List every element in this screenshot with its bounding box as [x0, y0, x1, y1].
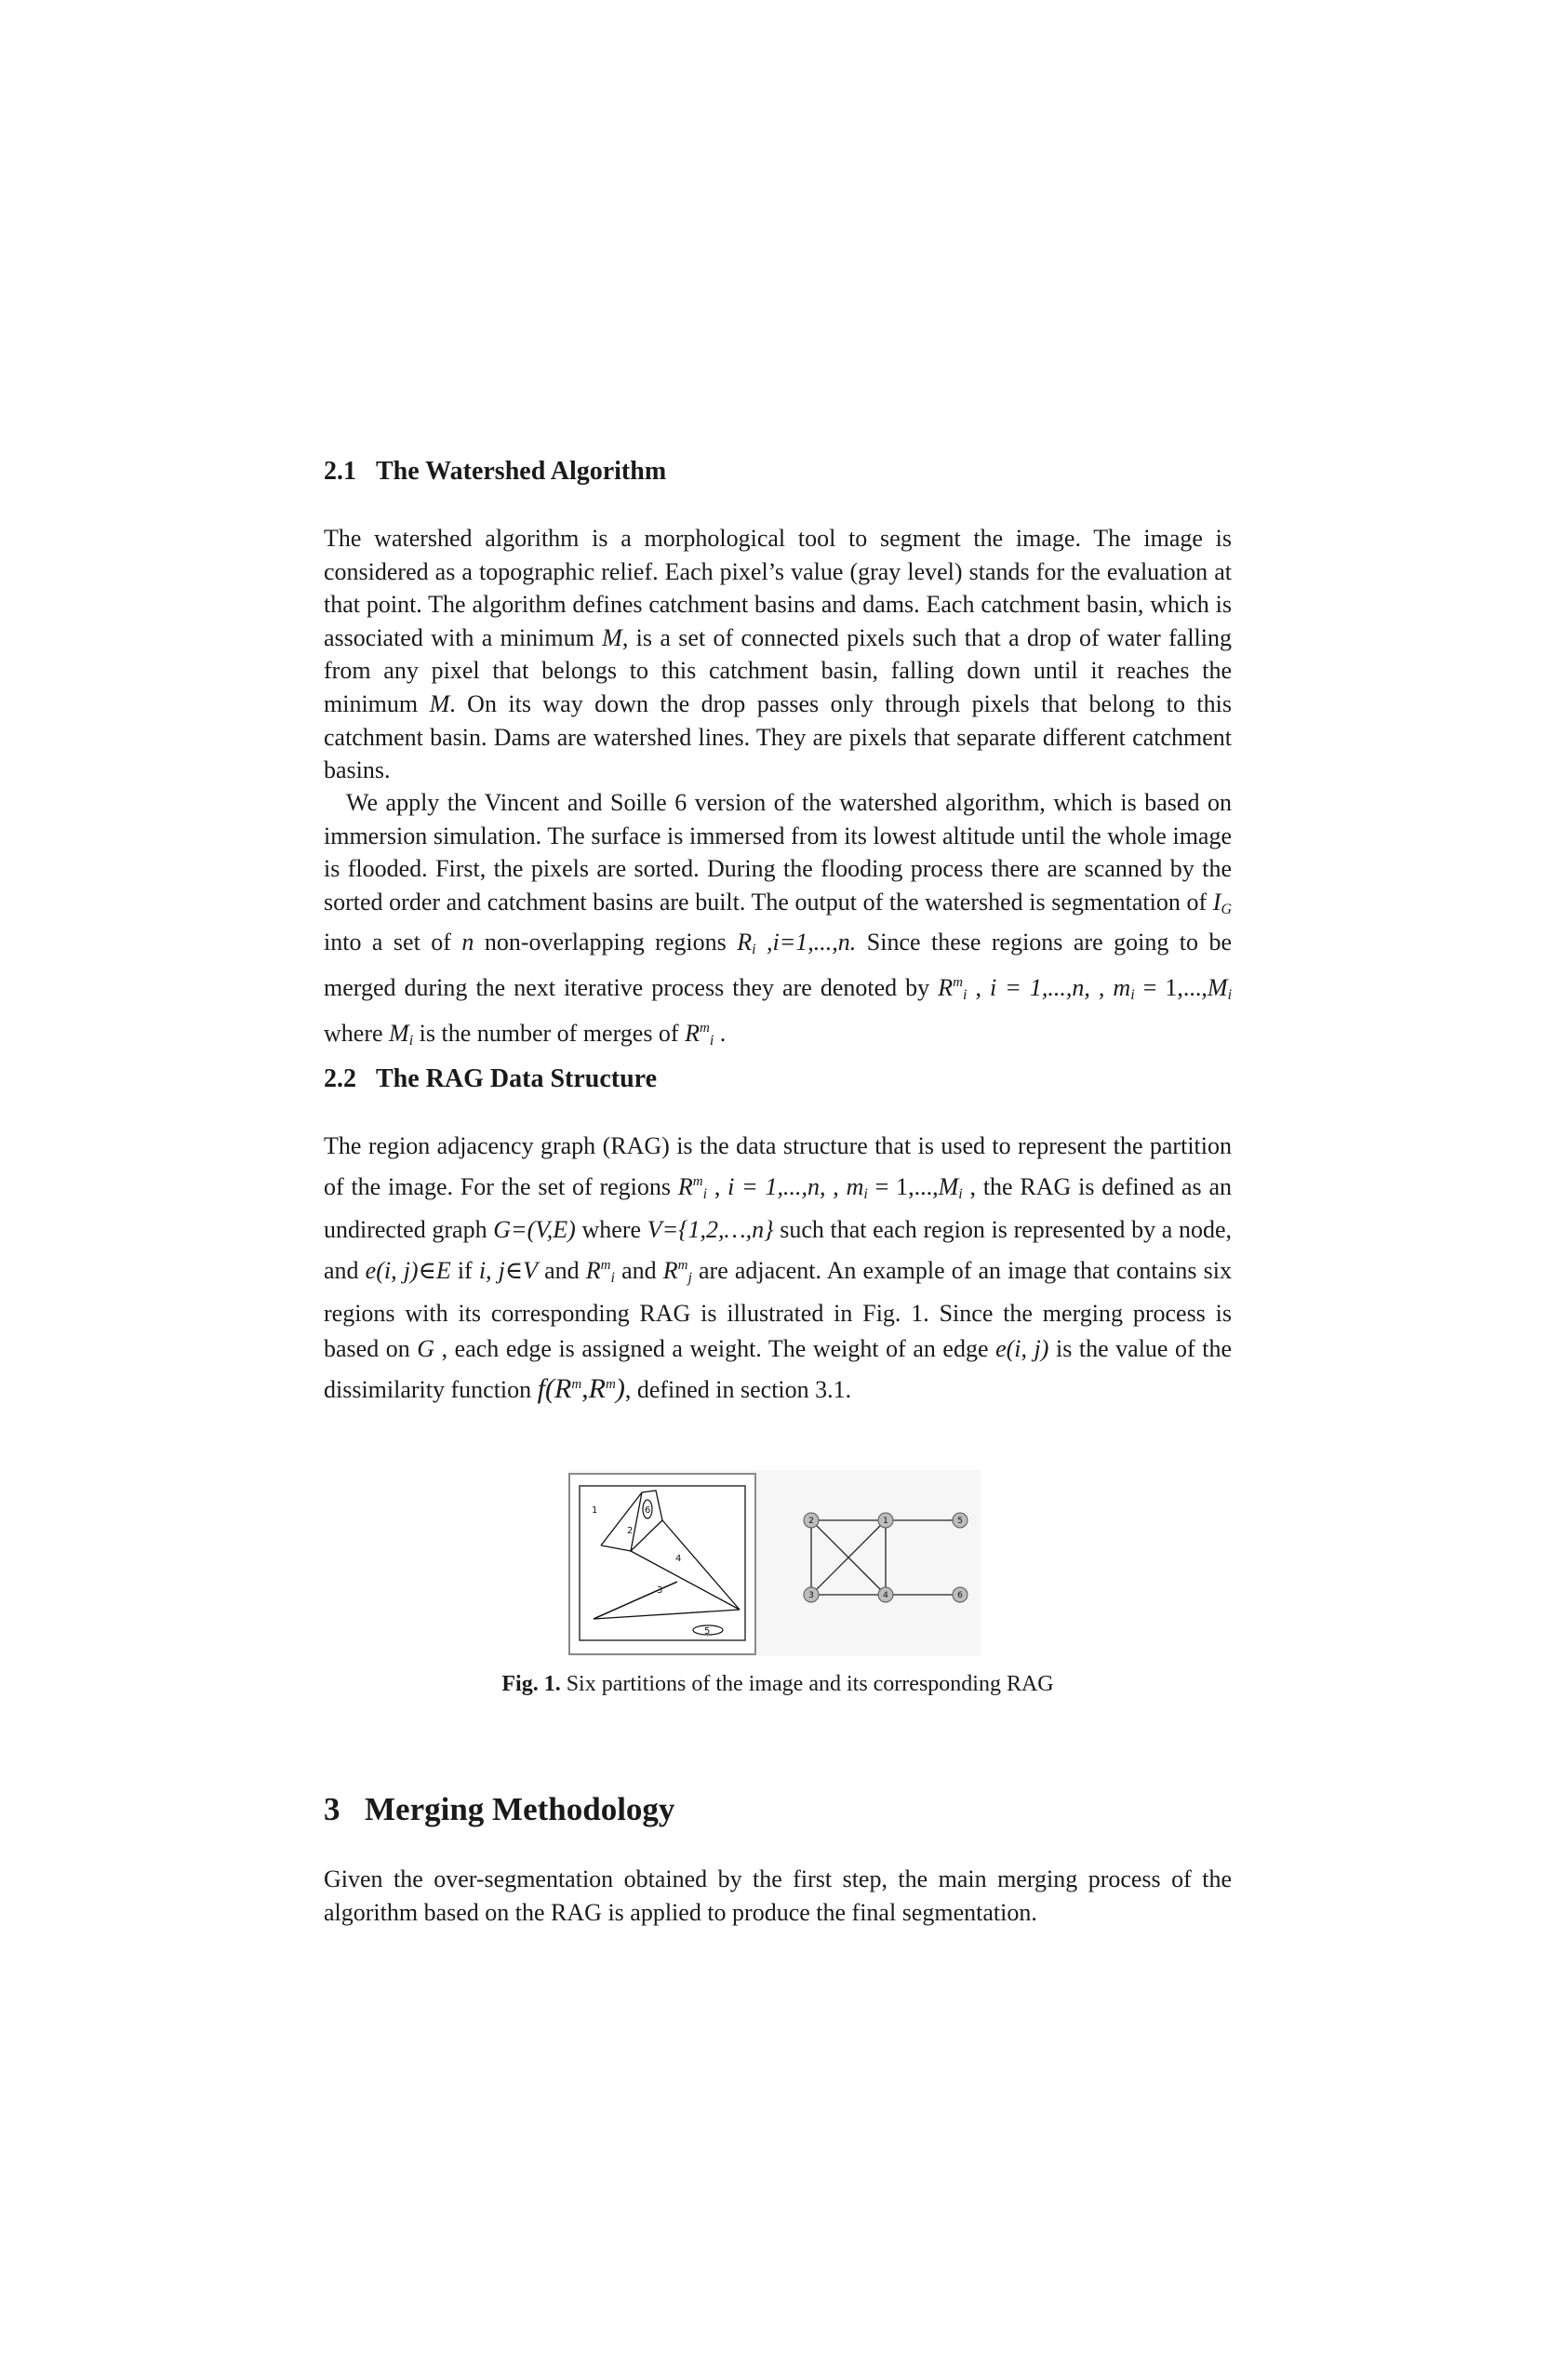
- rag-paragraph: The region adjacency graph (RAG) is the data structure that is used to represent the partition of the image. For the set of regions $R^m_i$ , i = 1,...,n, , $m_i = 1,...,M_i$ , the RAG is defined as an undirected graph G=(V,E) where V={1,2,…,n} such that each region is represented by a node, and e(i, j)∈E if i, j∈V and $R^m_i$ and $R^m_j$ are adjacent. An example of an image that contains six regions with its corresponding RAG is illustrated in Fig. 1. Since the merging process is based on G , each edge is assigned a weight. The weight of an edge e(i, j) is the value of the dissimilarity function $f(R^m,R^m)$, defined in section 3.1.: [324, 1132, 1232, 1404]
- merging-paragraph: Given the over-segmentation obtained by the first step, the main merging process of the algorithm based on the RAG is applied to produce the final segmentation.: [324, 1865, 1232, 1926]
- region-label: 3: [657, 1585, 663, 1596]
- section-number: 2.2: [324, 1064, 356, 1093]
- section-title: The Watershed Algorithm: [376, 457, 667, 486]
- figure-caption-text: Six partitions of the image and its corresponding RAG: [566, 1672, 1054, 1696]
- graph-node-label: 4: [883, 1591, 888, 1600]
- figure-1: [567, 1470, 981, 1656]
- region-label: 4: [675, 1554, 682, 1564]
- watershed-paragraph-1: The watershed algorithm is a morphological tool to segment the image. The image is considered as a topographic relief. Each pixel’s value (gray level) stands for the evaluation at that point. The algorithm defines catchment basins and dams. Each catchment basin, which is associated with a minimum M, is a set of connected pixels such that a drop of water falling from any pixel that belongs to this catchment basin, falling down until it reaches the minimum M. On its way down the drop passes only through pixels that belong to this catchment basin. Dams are watershed lines. They are pixels that separate different catchment basins.: [324, 525, 1232, 784]
- figure-caption-label: Fig. 1.: [501, 1672, 561, 1696]
- section-title: Merging Methodology: [365, 1791, 675, 1827]
- figure-caption: [324, 1670, 1232, 1698]
- graph-node-label: 3: [808, 1591, 814, 1600]
- segmentation-image: [569, 1474, 755, 1654]
- watershed-paragraph-2: We apply the Vincent and Soille 6 version of the watershed algorithm, which is based on immersion simulation. The surface is immersed from its lowest altitude until the whole image is flooded. First, the pixels are sorted. During the flooding process there are scanned by the sorted order and catchment basins are built. The output of the watershed is segmentation of $I_G$ into a set of n non-overlapping regions $R_i$ ,i=1,...,n. Since these regions are going to be merged during the next iterative process they are denoted by $R^m_i$ , i = 1,...,n, , $m_i = 1,...,M_i$ where $M_i$ is the number of merges of $R^m_i$ .: [324, 789, 1233, 1049]
- section-number: 2.1: [324, 457, 356, 486]
- region-label: 1: [592, 1505, 598, 1516]
- section-number: 3: [324, 1791, 340, 1827]
- graph-node-label: 5: [957, 1517, 963, 1526]
- section-3-heading: [324, 1790, 674, 1829]
- region-label: 6: [645, 1505, 651, 1516]
- section-2-1-heading: [324, 456, 666, 488]
- graph-node-label: 6: [957, 1591, 963, 1600]
- region-label: 2: [627, 1526, 634, 1536]
- graph-node-label: 1: [883, 1517, 888, 1526]
- region-label: 5: [704, 1626, 711, 1637]
- section-title: The RAG Data Structure: [376, 1064, 658, 1093]
- graph-node-label: 2: [808, 1517, 814, 1526]
- section-2-2-heading: [324, 1063, 657, 1095]
